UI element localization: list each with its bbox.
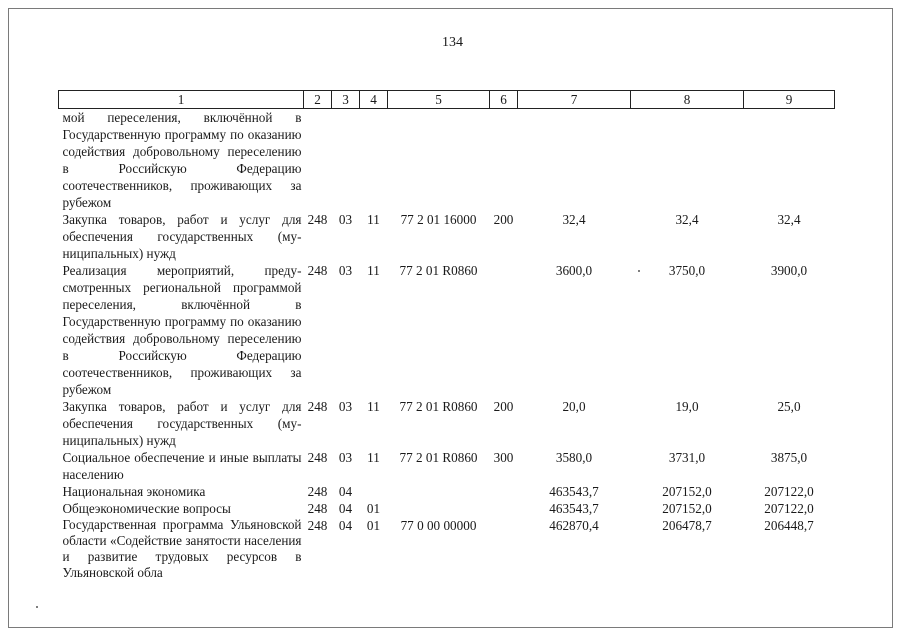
row-name: Закупка товаров, работ и услуг для обеспечения государственных (муниципальных) нужд [62,212,302,261]
row-target-article: 77 2 01 R0860 [399,263,478,278]
row-name: мой переселения, включённой в Государственную программу по оказанию содействия добровольному переселению в Российскую Федерацию соотечественников, проживающих за рубежом [62,110,302,210]
row-target-article [388,109,490,212]
row-amount-col8: 32,4 [675,212,699,227]
budget-table [58,90,835,581]
row-expense-type [490,517,518,581]
row-amount-col8: 3731,0 [668,450,706,465]
row-amount-col8: 206478,7 [662,518,712,533]
row-section-code: 04 [338,518,353,533]
row-amount-col9: 32,4 [777,212,801,227]
row-expense-type: 200 [493,399,514,414]
row-expense-type [490,500,518,517]
row-subsection-code: 01 [366,501,381,516]
row-section-code: 04 [338,484,353,499]
row-ministry-code: 248 [307,484,328,499]
row-subsection-code: 11 [367,212,380,227]
row-ministry-code [304,109,332,212]
header-col-6: 6 [490,91,518,109]
row-target-article: 77 2 01 R0860 [399,450,478,465]
row-ministry-code: 248 [307,518,328,533]
header-col-2: 2 [304,91,332,109]
row-section-code: 03 [338,450,353,465]
row-name: Национальная экономика [62,484,206,499]
table-row [59,211,835,262]
row-subsection-code: 11 [367,399,380,414]
row-amount-col7: 32,4 [562,212,586,227]
row-amount-col7: 3600,0 [555,263,593,278]
table-row [59,500,835,517]
header-col-4: 4 [360,91,388,109]
row-ministry-code: 248 [307,399,328,414]
row-amount-col7: 20,0 [562,399,586,414]
table-row [59,262,835,398]
row-amount-col9 [744,109,835,212]
row-name: Социальное обеспечение и иные выплаты населению [62,450,302,482]
row-target-article: 77 2 01 R0860 [399,399,478,414]
row-name: Общеэкономические вопросы [62,501,231,516]
row-target-article: 77 0 00 00000 [400,518,477,533]
row-target-article [388,500,490,517]
row-subsection-code: 01 [366,518,381,533]
header-col-5: 5 [388,91,490,109]
table-row [59,483,835,500]
row-amount-col8: 3750,0 [668,263,706,278]
row-amount-col7 [518,109,631,212]
header-col-1: 1 [59,91,304,109]
row-amount-col9: 207122,0 [764,484,814,499]
row-target-article [388,483,490,500]
row-expense-type: 300 [493,450,514,465]
row-amount-col8: 207152,0 [662,484,712,499]
row-amount-col7: 463543,7 [549,484,599,499]
row-ministry-code: 248 [307,212,328,227]
row-name: Реализация мероприятий, предусмотренных региональной программой переселения, включённой в Государственную программу по оказанию содействия добровольному переселению в Российскую Федерацию соотечественников, проживающих за рубежом [62,263,302,397]
row-name: Закупка товаров, работ и услуг для обеспечения государственных (муниципальных) нужд [62,399,302,448]
row-expense-type [490,483,518,500]
row-amount-col9: 207122,0 [764,501,814,516]
row-amount-col9: 3900,0 [770,263,808,278]
row-subsection-code: 11 [367,263,380,278]
header-col-3: 3 [332,91,360,109]
row-amount-col7: 463543,7 [549,501,599,516]
header-col-8: 8 [631,91,744,109]
row-amount-col7: 462870,4 [549,518,599,533]
header-row [59,91,835,109]
row-amount-col7: 3580,0 [555,450,593,465]
page-number: 134 [442,35,463,50]
row-ministry-code: 248 [307,501,328,516]
row-expense-type [490,109,518,212]
row-ministry-code: 248 [307,450,328,465]
row-subsection-code: 11 [367,450,380,465]
row-section-code: 03 [338,212,353,227]
scan-speck [36,606,38,608]
scan-speck [638,270,640,272]
row-amount-col9: 206448,7 [764,518,814,533]
row-section-code [332,109,360,212]
table-row [59,517,835,581]
header-col-7: 7 [518,91,631,109]
row-amount-col8 [631,109,744,212]
row-section-code: 03 [338,399,353,414]
table-row [59,449,835,483]
row-expense-type: 200 [493,212,514,227]
row-section-code: 03 [338,263,353,278]
row-amount-col8: 207152,0 [662,501,712,516]
row-section-code: 04 [338,501,353,516]
header-col-9: 9 [744,91,835,109]
row-ministry-code: 248 [307,263,328,278]
row-name: Государственная программа Ульяновской области «Содействие занятости населения и развитие трудовых ресурсов в Ульяновской обла [62,517,302,580]
row-expense-type [490,262,518,398]
row-amount-col8: 19,0 [675,399,699,414]
row-amount-col9: 25,0 [777,399,801,414]
row-subsection-code [360,109,388,212]
table-row [59,109,835,212]
row-target-article: 77 2 01 16000 [400,212,477,227]
row-amount-col9: 3875,0 [770,450,808,465]
row-subsection-code [360,483,388,500]
table-row [59,398,835,449]
